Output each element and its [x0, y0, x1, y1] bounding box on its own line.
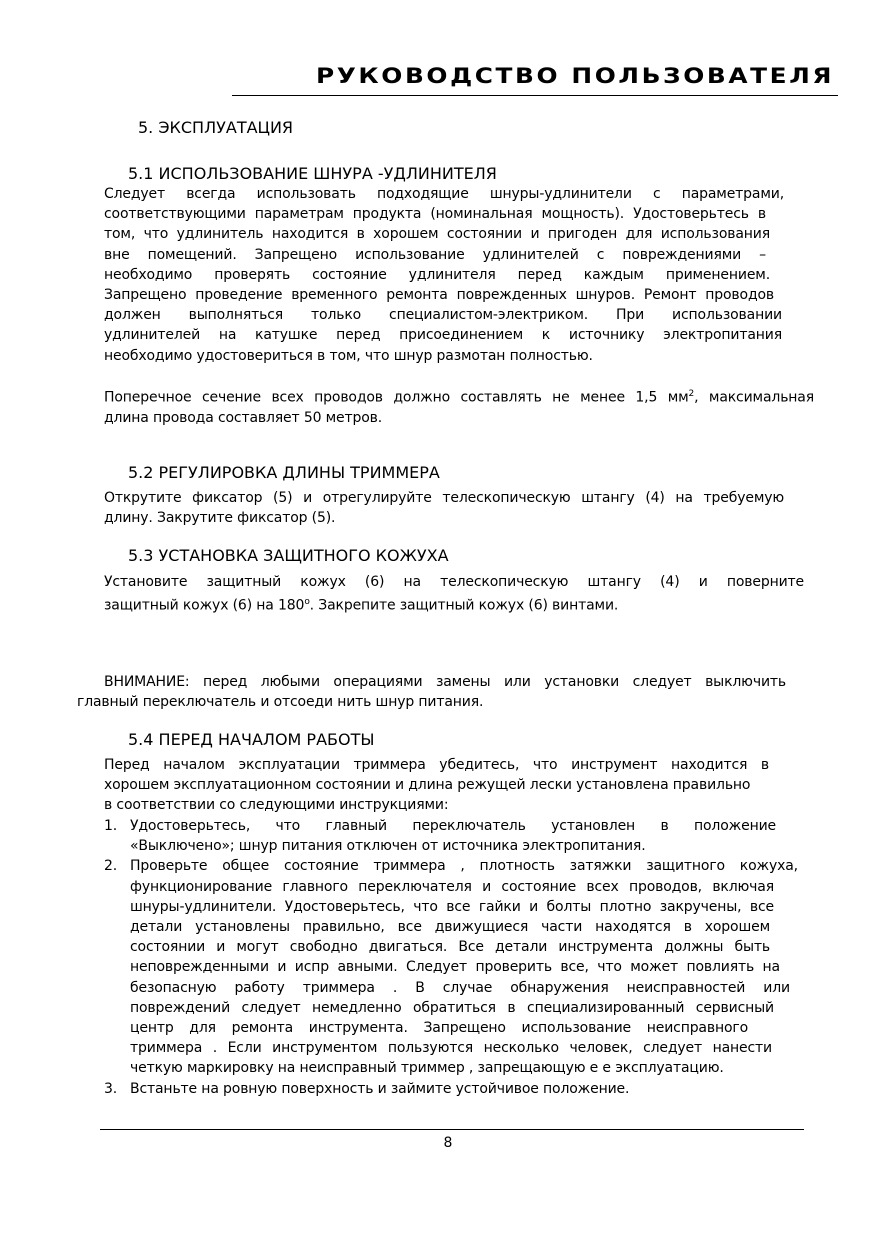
cross-section-text: Поперечное сечение всех проводов должно составлять не менее 1,5 мм: [104, 389, 689, 406]
paragraph-line: соответствующими параметрам продукта (номинальная мощность). Удостоверьтесь в: [104, 206, 766, 223]
paragraph-line: Перед началом эксплуатации триммера убедитесь, что инструмент находится в: [104, 757, 769, 773]
list-line: повреждений следует немедленно обратиться в специализированный сервисный: [130, 999, 774, 1016]
cross-section-text-end: , максимальная: [694, 389, 814, 406]
paragraph-line: том, что удлинитель находится в хорошем состоянии и пригоден для использования: [104, 226, 770, 243]
checklist: [104, 816, 804, 1099]
paragraph-line: вне помещений. Запрещено использование удлинителей с повреждениями –: [104, 246, 766, 263]
list-line: неповрежденными и испр авными. Следует проверить все, что может повлиять на: [130, 959, 780, 976]
list-number: 3.: [104, 1080, 118, 1097]
paragraph-line: в соответствии со следующими инструкциями:: [104, 797, 449, 814]
list-line: безопасную работу триммера . В случае обнаружения неисправностей или: [130, 979, 790, 996]
section-5-4-intro: [104, 755, 774, 816]
list-line: «Выключено»; шнур питания отключен от источника электропитания.: [130, 838, 646, 855]
paragraph-line: Установите защитный кожух (6) на телескопическую штангу (4) и поверните: [104, 574, 804, 590]
section-5-heading: 5. ЭКСПЛУАТАЦИЯ: [138, 118, 294, 137]
warning-paragraph: [104, 672, 786, 692]
warning-paragraph-2: [77, 692, 577, 712]
warning-line: ВНИМАНИЕ: перед любыми операциями замены или установки следует выключить: [104, 674, 786, 690]
list-line: функционирование главного переключателя и состояние всех проводов, включая: [130, 878, 774, 895]
paragraph-line: необходимо проверять состояние удлинителя перед каждым применением.: [104, 266, 770, 283]
superscript-2: 2: [688, 389, 695, 399]
section-5-1-paragraph: [104, 184, 784, 366]
list-line: Проверьте общее состояние триммера , плотность затяжки защитного кожуха,: [130, 858, 798, 875]
paragraph-line: должен выполняться только специалистом-электриком. При использовании: [104, 307, 782, 324]
list-line: детали установлены правильно, все движущиеся части находятся в хорошем: [130, 919, 770, 936]
list-number: 2.: [104, 858, 118, 875]
paragraph-text-end: . Закрепите защитный кожух (6) винтами.: [309, 597, 619, 614]
list-line: триммера . Если инструментом пользуются несколько человек, следует нанести: [130, 1040, 772, 1057]
list-number: 1.: [104, 818, 118, 834]
paragraph-line: Открутите фиксатор (5) и отрегулируйте телескопическую штангу (4) на требуемую: [104, 490, 784, 506]
section-5-2-heading: 5.2 РЕГУЛИРОВКА ДЛИНЫ ТРИММЕРА: [128, 463, 440, 482]
list-line: состоянии и могут свободно двигаться. Все детали инструмента должны быть: [130, 939, 770, 956]
list-line: Удостоверьтесь, что главный переключатель установлен в положение: [130, 818, 776, 834]
paragraph-text: защитный кожух (6) на 180: [104, 597, 305, 614]
list-item: [104, 1079, 804, 1099]
warning-line: главный переключатель и отсоеди нить шнур питания.: [77, 694, 484, 710]
section-5-4-heading: 5.4 ПЕРЕД НАЧАЛОМ РАБОТЫ: [128, 730, 375, 749]
section-5-2-paragraph: [104, 488, 784, 528]
list-line: центр для ремонта инструмента. Запрещено использование неисправного: [130, 1020, 748, 1037]
paragraph-line: необходимо удостовериться в том, что шнур размотан полностью.: [104, 347, 593, 364]
document-header-title: РУКОВОДСТВО ПОЛЬЗОВАТЕЛЯ: [315, 64, 834, 88]
list-line: Встаньте на ровную поверхность и займите устойчивое положение.: [130, 1080, 630, 1097]
list-item: [104, 816, 804, 856]
list-line: шнуры-удлинители. Удостоверьтесь, что все гайки и болты плотно закручены, все: [130, 898, 774, 915]
paragraph-line: Запрещено проведение временного ремонта поврежденных шнуров. Ремонт проводов: [104, 287, 774, 304]
paragraph-line: Следует всегда использовать подходящие шнуры-удлинители с параметрами,: [104, 186, 784, 202]
paragraph-line: длина провода составляет 50 метров.: [104, 409, 383, 426]
cross-section-paragraph: [104, 384, 814, 428]
paragraph-line: хорошем эксплуатационном состоянии и длина режущей лески установлена правильно: [104, 777, 751, 794]
page-number: 8: [443, 1135, 453, 1151]
section-5-3-paragraph: [104, 572, 804, 616]
list-item: [104, 856, 804, 1078]
section-5-3-heading: 5.3 УСТАНОВКА ЗАЩИТНОГО КОЖУХА: [128, 546, 449, 565]
paragraph-line: удлинителей на катушке перед присоединением к источнику электропитания: [104, 327, 782, 344]
header-divider: [232, 95, 838, 96]
degree-sign: о: [304, 597, 310, 608]
footer-divider: [100, 1129, 804, 1130]
list-line: четкую маркировку на неисправный триммер , запрещающую е е эксплуатацию.: [130, 1060, 724, 1077]
paragraph-line: длину. Закрутите фиксатор (5).: [104, 510, 336, 527]
section-5-1-heading: 5.1 ИСПОЛЬЗОВАНИЕ ШНУРА -УДЛИНИТЕЛЯ: [128, 164, 497, 183]
